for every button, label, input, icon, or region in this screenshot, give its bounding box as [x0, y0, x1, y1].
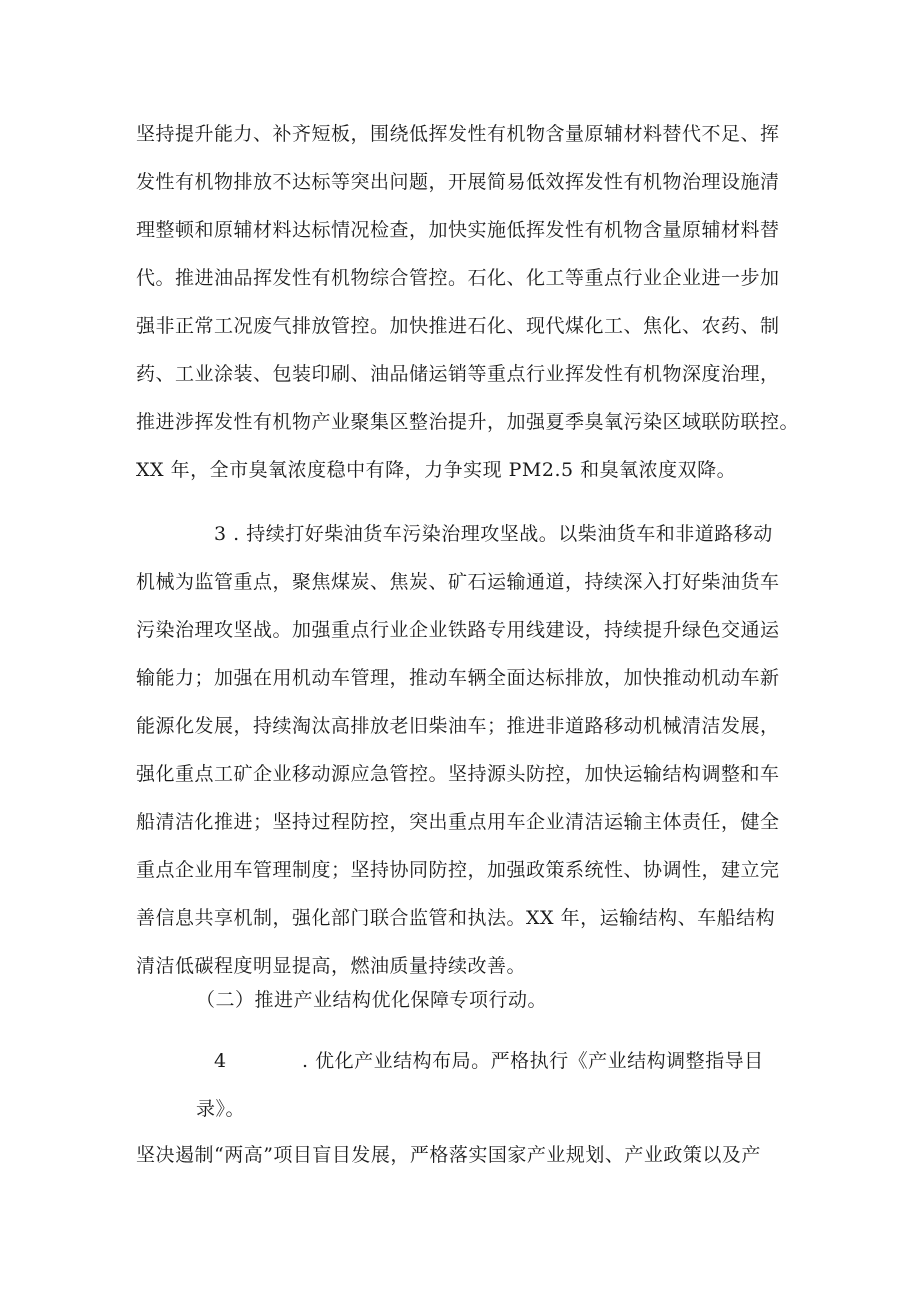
paragraph-2-line: 船清洁化推进；坚持过程防控，突出重点用车企业清洁运输主体责任，健全	[136, 811, 780, 833]
paragraph-1-line: 药、工业涂装、包装印刷、油品储运销等重点行业挥发性有机物深度治理，	[136, 363, 780, 385]
paragraph-2-line: 善信息共享机制，强化部门联合监管和执法。XX 年，运输结构、车船结构	[136, 907, 776, 929]
paragraph-2-line: 机械为监管重点，聚焦煤炭、焦炭、矿石运输通道，持续深入打好柴油货车	[136, 571, 780, 593]
paragraph-2-line: 强化重点工矿企业移动源应急管控。坚持源头防控，加快运输结构调整和车	[136, 763, 780, 785]
paragraph-3-line: 坚决遏制“两高”项目盲目发展，严格落实国家产业规划、产业政策以及产	[136, 1144, 761, 1166]
paragraph-2-line: 能源化发展，持续淘汰高排放老旧柴油车；推进非道路移动机械清洁发展，	[136, 715, 780, 737]
item-4-text: . 优化产业结构布局。严格执行《产业结构调整指导目	[302, 1050, 764, 1072]
paragraph-2-line: 3 . 持续打好柴油货车污染治理攻坚战。以柴油货车和非道路移动	[214, 523, 773, 545]
paragraph-1-line: 发性有机物排放不达标等突出问题，开展简易低效挥发性有机物治理设施清	[136, 171, 780, 193]
paragraph-2-line: 重点企业用车管理制度；坚持协同防控，加强政策系统性、协调性，建立完	[136, 859, 780, 881]
item-4-number: 4	[214, 1050, 227, 1072]
paragraph-2-line: 污染治理攻坚战。加强重点行业企业铁路专用线建设，持续提升绿色交通运	[136, 619, 780, 641]
section-heading: （二）推进产业结构优化保障专项行动。	[196, 989, 548, 1011]
paragraph-1-line: 理整顿和原辅材料达标情况检查，加快实施低挥发性有机物含量原辅材料替	[136, 219, 780, 241]
paragraph-2-line: 输能力；加强在用机动车管理，推动车辆全面达标排放，加快推动机动车新	[136, 667, 780, 689]
paragraph-1-line: XX 年，全市臭氧浓度稳中有降，力争实现 PM2.5 和臭氧浓度双降。	[136, 459, 737, 481]
paragraph-2-line: 清洁低碳程度明显提高，燃油质量持续改善。	[136, 955, 527, 977]
paragraph-1-line: 强非正常工况废气排放管控。加快推进石化、现代煤化工、焦化、农药、制	[136, 315, 780, 337]
paragraph-1-line: 坚持提升能力、补齐短板，围绕低挥发性有机物含量原辅材料替代不足、挥	[136, 123, 780, 145]
item-4-continuation: 录》。	[196, 1098, 246, 1120]
paragraph-1-line: 推进涉挥发性有机物产业聚集区整治提升，加强夏季臭氧污染区域联防联控。	[136, 411, 800, 433]
paragraph-1-line: 代。推进油品挥发性有机物综合管控。石化、化工等重点行业企业进一步加	[136, 267, 780, 289]
